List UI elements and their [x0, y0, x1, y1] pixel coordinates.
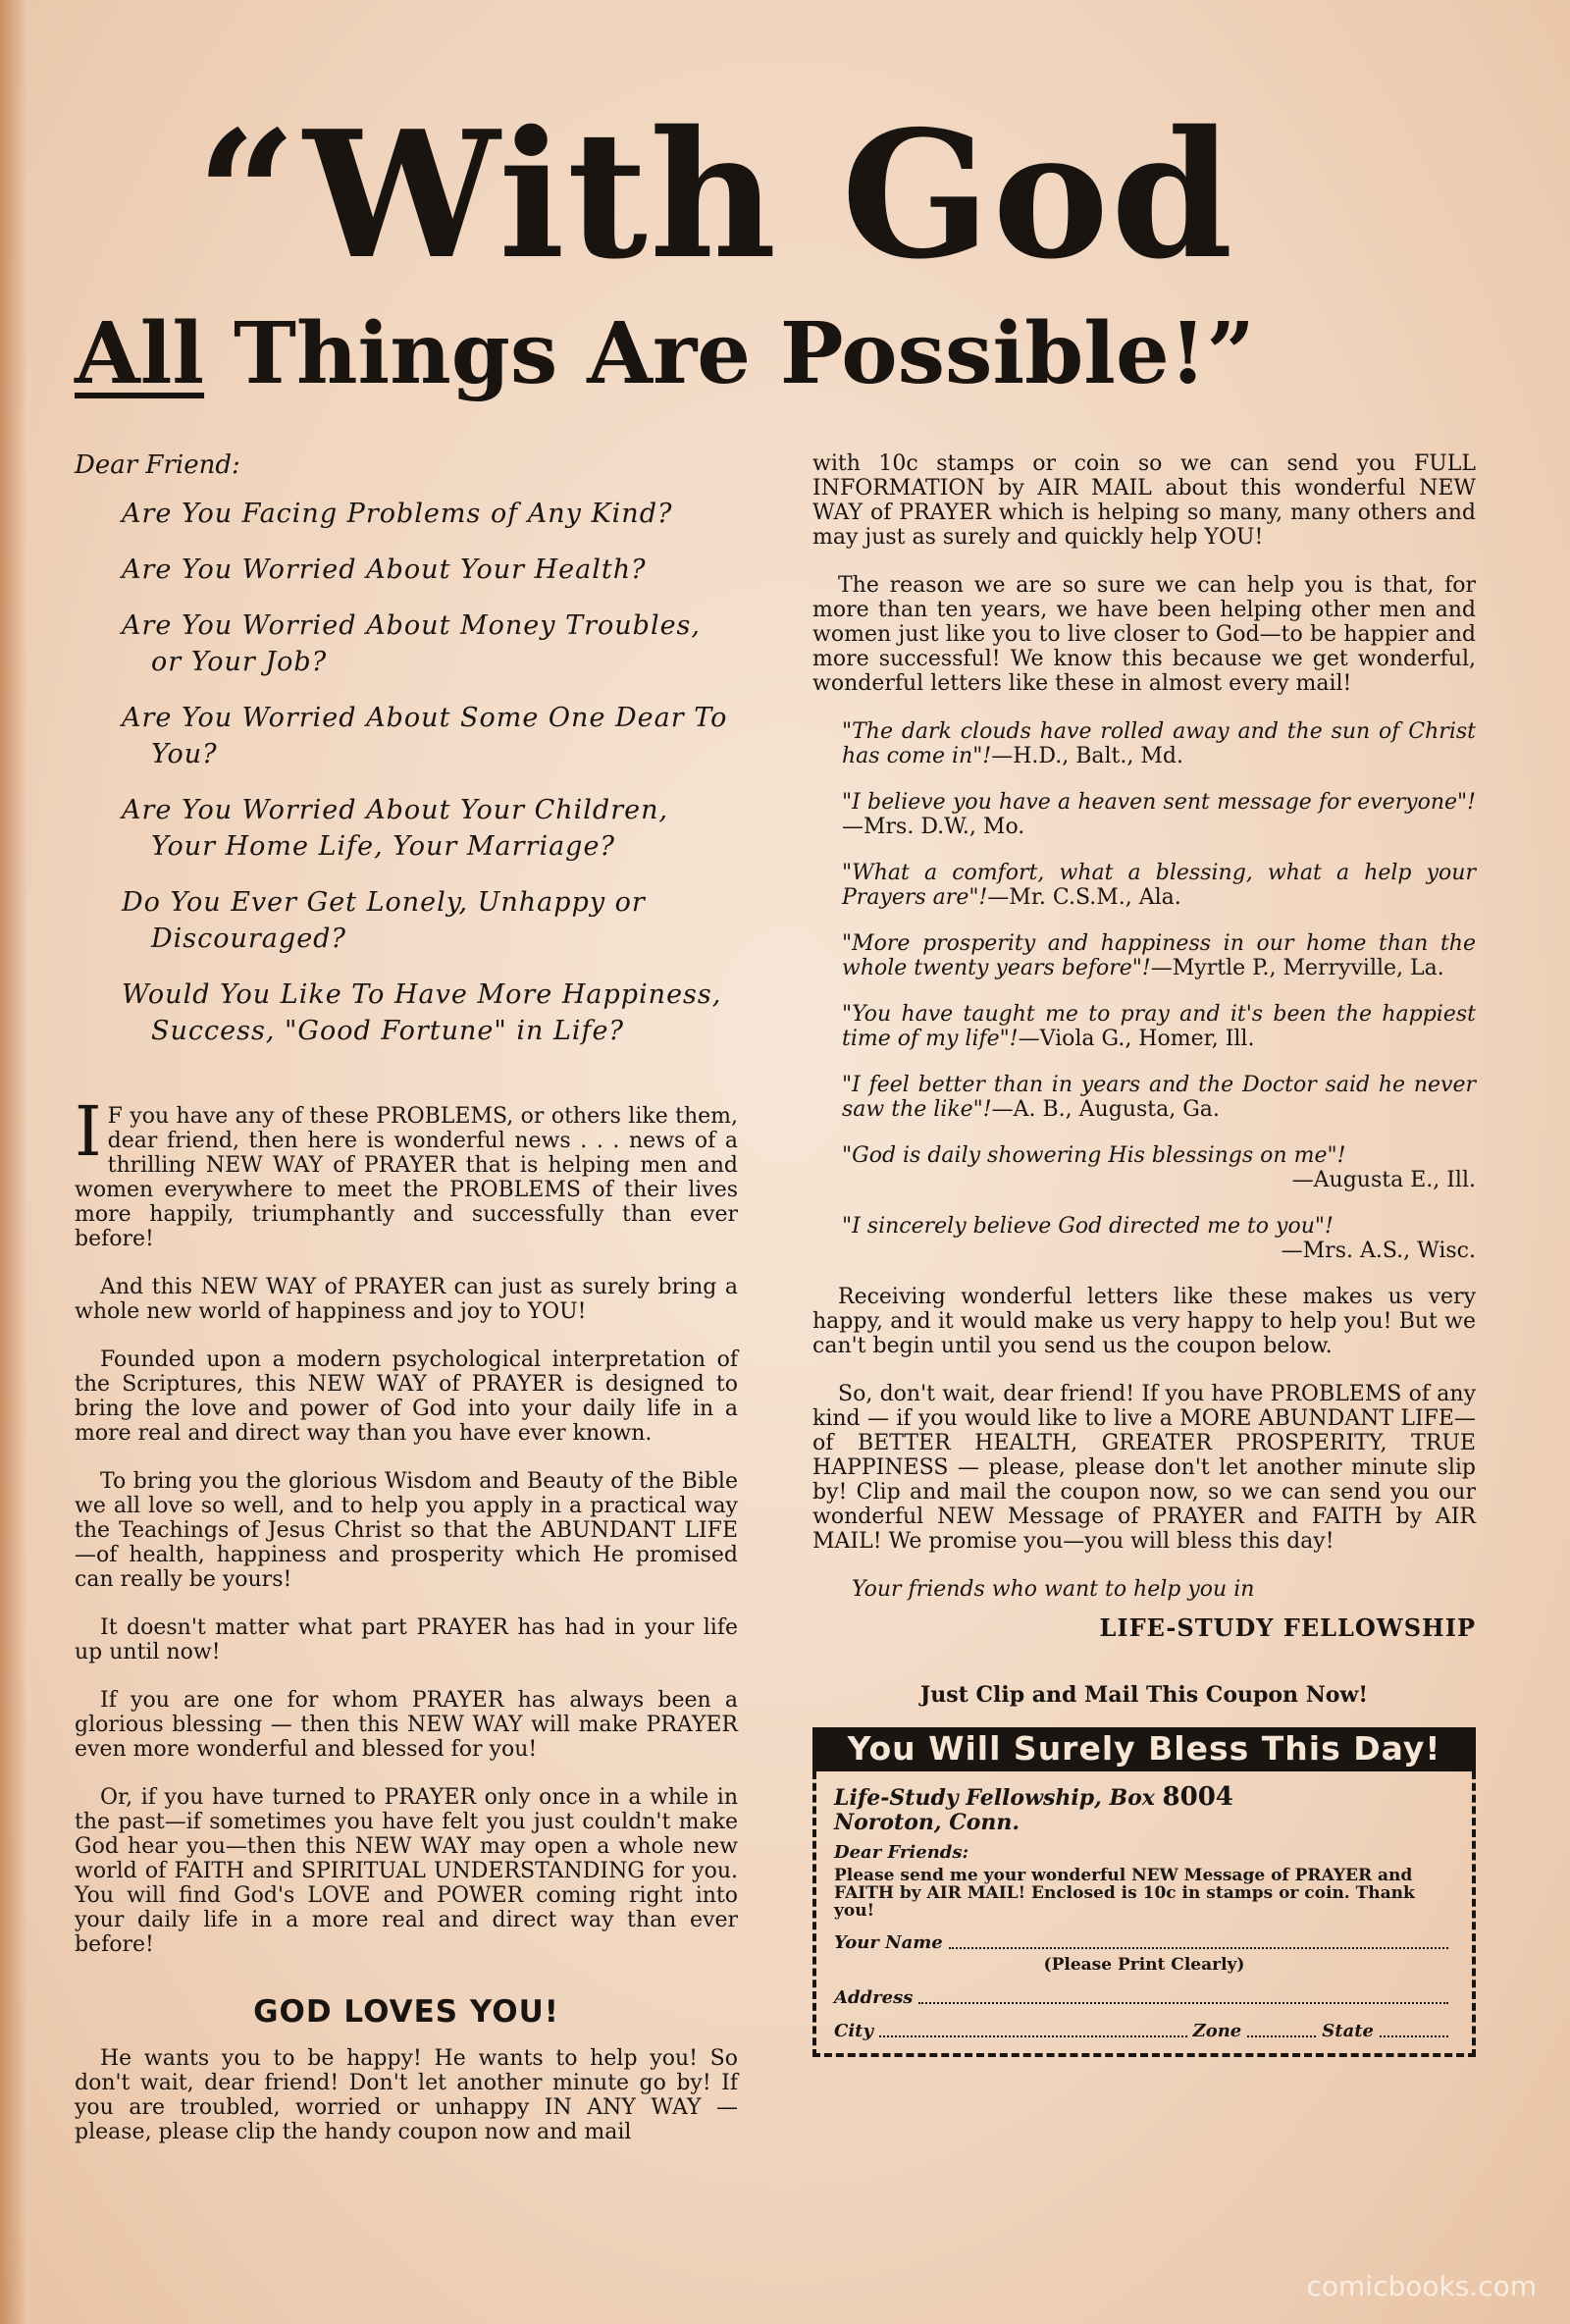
- drop-cap: I: [75, 1091, 102, 1172]
- left-column: [75, 444, 738, 2168]
- testimonial: [812, 1143, 1476, 1192]
- address-field[interactable]: [918, 2001, 1448, 2004]
- testimonial: [812, 931, 1476, 980]
- state-label: State: [1322, 2021, 1374, 2041]
- testimonial-author: —A. B., Augusta, Ga.: [991, 1097, 1220, 1122]
- headline-line-1: “With God: [196, 92, 1235, 297]
- coupon-box-number: 8004: [1162, 1782, 1233, 1812]
- testimonial-author: —Mrs. D.W., Mo.: [842, 815, 1025, 839]
- organization-name: LIFE-STUDY FELLOWSHIP: [1099, 1613, 1476, 1642]
- intro-paragraph-text: F you have any of these PROBLEMS, or others like them, dear friend, then here is wonderful news . . . news of a thrilling NEW WAY of PRAYER that is helping men and women everywhere to meet the PROBLEMS of their lives more happily, triumphantly and successfully than ever before!: [75, 1104, 738, 1251]
- testimonial-quote: "I sincerely believe God directed me to you"!: [842, 1214, 1334, 1239]
- question-list: [75, 496, 738, 1049]
- testimonial-author: —Myrtle P., Merryville, La.: [1150, 956, 1444, 980]
- name-field-row: [834, 1933, 1454, 1953]
- body-paragraph: Or, if you have turned to PRAYER only once in a while in the past—if sometimes you have felt you just couldn't make God hear you—then this NEW WAY may open a whole new world of FAITH and SPIRITUAL UNDERSTANDING for you. You will find God's LOVE and POWER coming right into your daily life in a more real and direct way than ever before!: [75, 1785, 738, 1957]
- testimonial: [812, 1073, 1476, 1122]
- city-zone-state-row: [834, 2022, 1454, 2041]
- coupon-body: Please send me your wonderful NEW Message of PRAYER and FAITH by AIR MAIL! Enclosed is 10c in stamps or coin. Thank you!: [834, 1866, 1415, 1921]
- address-field-row: [834, 1988, 1454, 2008]
- testimonial: [812, 1002, 1476, 1051]
- city-label: City: [834, 2021, 873, 2041]
- page-edge-shadow: [0, 0, 27, 2324]
- body-paragraph: He wants you to be happy! He wants to help you! So don't wait, dear friend! Don't let another minute go by! If you are troubled, worried or unhappy IN ANY WAY —please, please clip the handy coupon now and mail: [75, 2046, 738, 2144]
- question-item: Are You Worried About Your Health?: [122, 555, 647, 585]
- right-column: [812, 444, 1476, 2057]
- testimonial: [812, 719, 1476, 768]
- question-item: Would You Like To Have More Happiness, Success, "Good Fortune" in Life?: [122, 979, 722, 1046]
- name-label: Your Name: [834, 1932, 943, 1953]
- closing-line: Your friends who want to help you in: [852, 1577, 1255, 1602]
- testimonial-quote: "More prosperity and happiness in our home than the whole twenty years before"!: [842, 931, 1476, 980]
- headline-all: All: [75, 304, 205, 403]
- headline-line-2: [75, 304, 1497, 403]
- question-item: Are You Worried About Your Children, Your Home Life, Your Marriage?: [122, 795, 669, 862]
- clip-instruction: Just Clip and Mail This Coupon Now!: [919, 1682, 1369, 1708]
- site-watermark: comicbooks.com: [1306, 2270, 1537, 2302]
- section-heading: GOD LOVES YOU!: [253, 1994, 559, 2030]
- testimonial-quote: "You have taught me to pray and it's been the happiest time of my life"!: [842, 1002, 1476, 1051]
- testimonial-author: —Augusta E., Ill.: [1291, 1168, 1476, 1192]
- print-clearly-note: (Please Print Clearly): [1043, 1955, 1245, 1975]
- city-field[interactable]: [879, 2034, 1187, 2037]
- body-paragraph: Receiving wonderful letters like these makes us very happy, and it would make us very happy to help you! But we can't begin until you send us the coupon below.: [812, 1285, 1476, 1358]
- salutation: Dear Friend:: [75, 450, 240, 480]
- question-item: Do You Ever Get Lonely, Unhappy or Discouraged?: [122, 887, 646, 954]
- body-paragraph: If you are one for whom PRAYER has always been a glorious blessing — then this NEW WAY will make PRAYER even more wonderful and blessed for you!: [75, 1688, 738, 1762]
- testimonial-author: —Viola G., Homer, Ill.: [1018, 1027, 1255, 1051]
- testimonial-author: —Mrs. A.S., Wisc.: [1281, 1239, 1476, 1263]
- headline-line-2-rest: Things Are Possible!”: [204, 304, 1255, 403]
- body-paragraph: So, don't wait, dear friend! If you have PROBLEMS of any kind — if you would like to live a MORE ABUNDANT LIFE—of BETTER HEALTH, GREATER PROSPERITY, TRUE HAPPINESS — please, please don't let another minute slip by! Clip and mail the coupon now, so we can send you our wonderful NEW Message of PRAYER and FAITH by AIR MAIL! We promise you—you will bless this day!: [812, 1382, 1476, 1554]
- coupon-address-line: [834, 1782, 1454, 1812]
- address-label: Address: [834, 1987, 914, 2008]
- body-paragraph: And this NEW WAY of PRAYER can just as surely bring a whole new world of happiness and joy to YOU!: [75, 1275, 738, 1324]
- coupon-addressee: Life-Study Fellowship, Box: [834, 1785, 1155, 1811]
- testimonial: [812, 1214, 1476, 1263]
- testimonial-author: —H.D., Balt., Md.: [991, 744, 1183, 768]
- zone-field[interactable]: [1247, 2034, 1316, 2037]
- name-field[interactable]: [949, 1946, 1448, 1949]
- intro-paragraph: [75, 1091, 738, 1251]
- testimonial: [812, 790, 1476, 839]
- body-paragraph: with 10c stamps or coin so we can send you FULL INFORMATION by AIR MAIL about this wonderful NEW WAY of PRAYER which is helping so many, many others and may just as surely and quickly help YOU!: [812, 451, 1476, 550]
- body-paragraph: Founded upon a modern psychological interpretation of the Scriptures, this NEW WAY of PRAYER is designed to bring the love and power of God into your daily life in a more real and direct way than you have ever known.: [75, 1347, 738, 1446]
- testimonial-quote: "I feel better than in years and the Doctor said he never saw the like"!: [842, 1073, 1476, 1122]
- body-paragraph: It doesn't matter what part PRAYER has had in your life up until now!: [75, 1615, 738, 1664]
- testimonial-quote: "What a comfort, what a blessing, what a help your Prayers are"!: [842, 861, 1476, 910]
- testimonial-quote: "God is daily showering His blessings on me"!: [842, 1143, 1346, 1168]
- testimonial-author: —Mr. C.S.M., Ala.: [987, 885, 1181, 910]
- testimonial-quote: "I believe you have a heaven sent message for everyone"!: [842, 790, 1476, 815]
- question-item: Are You Worried About Some One Dear To You?: [122, 703, 728, 769]
- zone-label: Zone: [1192, 2021, 1242, 2041]
- question-item: Are You Facing Problems of Any Kind?: [122, 499, 673, 529]
- body-paragraph: The reason we are so sure we can help you is that, for more than ten years, we have been helping other men and women just like you to live closer to God—to be happier and more successful! We know this because we get wonderful, wonderful letters like these in almost every mail!: [812, 573, 1476, 696]
- mail-coupon[interactable]: [812, 1771, 1476, 2057]
- state-field[interactable]: [1380, 2034, 1448, 2037]
- coupon-city-line: Noroton, Conn.: [834, 1810, 1020, 1835]
- testimonial: [812, 861, 1476, 910]
- coupon-banner: You Will Surely Bless This Day!: [812, 1727, 1476, 1771]
- body-paragraph: To bring you the glorious Wisdom and Beauty of the Bible we all love so well, and to help you apply in a practical way the Teachings of Jesus Christ so that the ABUNDANT LIFE—of health, happiness and prosperity which He promised can really be yours!: [75, 1469, 738, 1592]
- question-item: Are You Worried About Money Troubles, or Your Job?: [122, 610, 701, 677]
- testimonial-quote: "The dark clouds have rolled away and the sun of Christ has come in"!: [842, 719, 1476, 768]
- coupon-salutation: Dear Friends:: [834, 1842, 969, 1863]
